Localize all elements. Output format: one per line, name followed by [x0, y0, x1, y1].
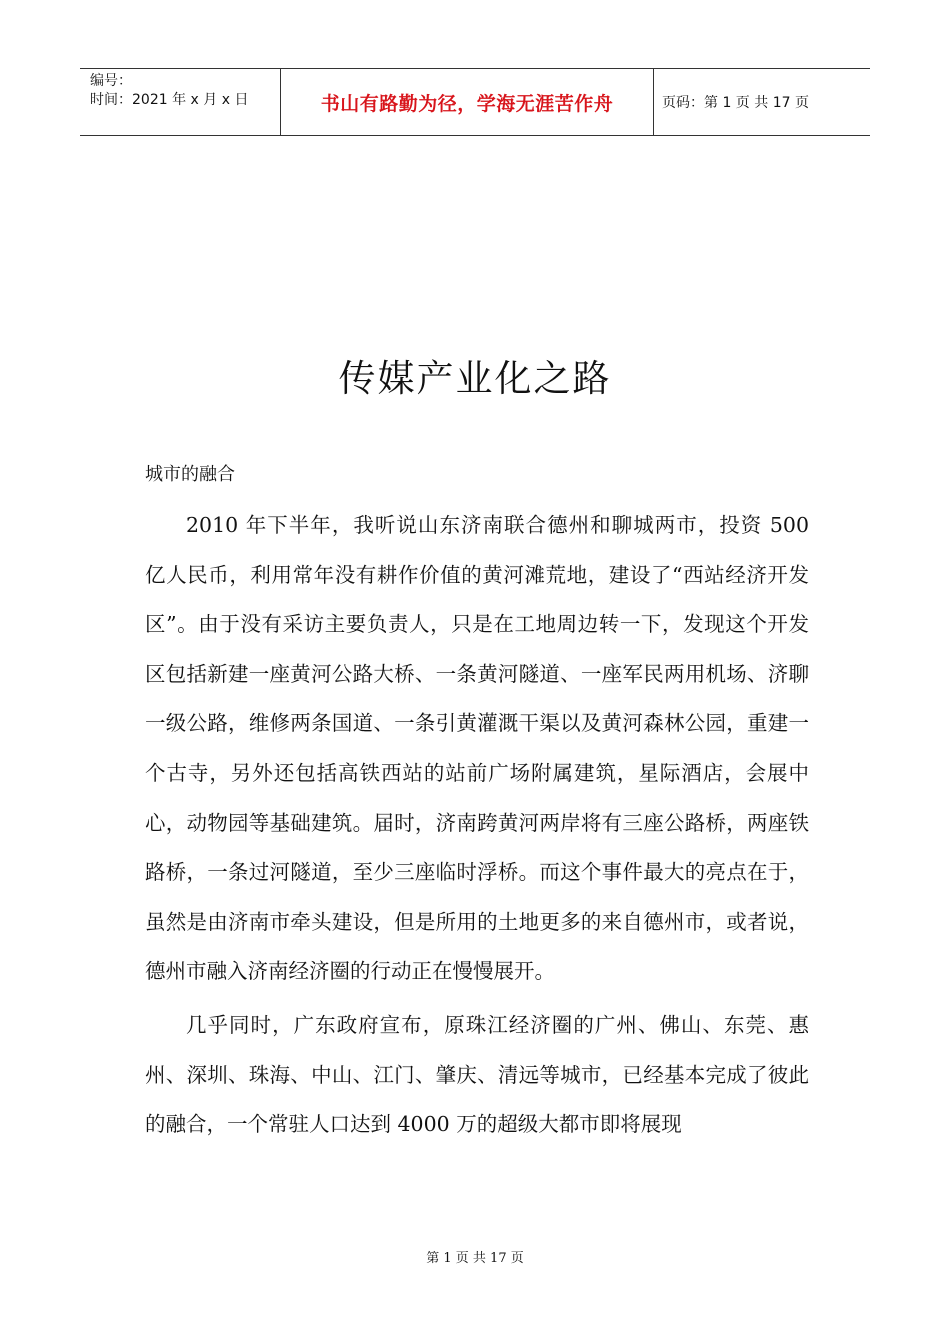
document-title: 传媒产业化之路	[338, 357, 612, 400]
header-date-label: 时间：2021 年 x 月 x 日	[90, 92, 249, 108]
body-paragraph: 几乎同时，广东政府宣布，原珠江经济圈的广州、佛山、东莞、惠州、深圳、珠海、中山、江门、肇庆、清远等城市，已经基本完成了彼此的融合，一个常驻人口达到 4000 万的超级大都市即将展现	[145, 1012, 809, 1137]
page-footer: 第 1 页 共 17 页	[426, 1251, 524, 1266]
header-meta	[80, 69, 281, 135]
body-paragraph: 2010 年下半年，我听说山东济南联合德州和聊城两市，投资 500 亿人民币，利用常年没有耕作价值的黄河滩荒地，建设了“西站经济开发区”。由于没有采访主要负责人，只是在工地周边转一下，发现这个开发区包括新建一座黄河公路大桥、一条黄河隧道、一座军民两用机场、济聊一级公路，维修两条国道、一条引黄灌溉干渠以及黄河森林公园，重建一个古寺，另外还包括高铁西站的站前广场附属建筑，星际酒店，会展中心，动物园等基础建筑。届时，济南跨黄河两岸将有三座公路桥，两座铁路桥，一条过河隧道，至少三座临时浮桥。而这个事件最大的亮点在于，虽然是由济南市牵头建设，但是所用的土地更多的来自德州市，或者说，德州市融入济南经济圈的行动正在慢慢展开。	[145, 513, 809, 984]
header-page-info: 页码：第 1 页 共 17 页	[662, 95, 809, 111]
header-number-label: 编号：	[90, 73, 132, 89]
section-heading: 城市的融合	[145, 464, 235, 485]
header-motto: 书山有路勤为径，学海无涯苦作舟	[281, 69, 654, 135]
document-header	[80, 68, 870, 136]
document-body	[145, 501, 809, 1154]
